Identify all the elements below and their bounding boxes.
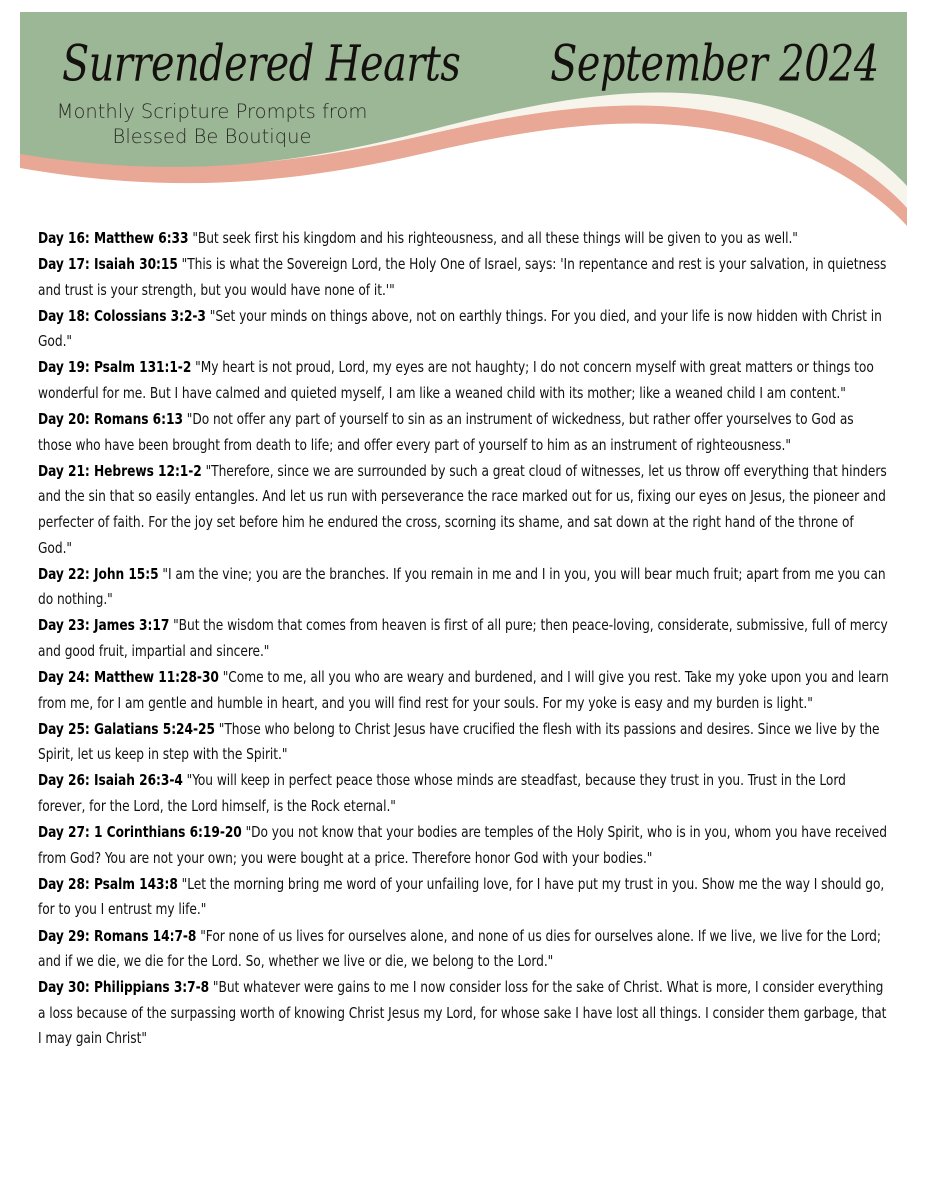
scripture-entry <box>38 304 891 355</box>
scripture-reference: Day 19: Psalm 131:1-2 <box>38 358 192 377</box>
scripture-verse-text: "This is what the Sovereign Lord, the Holy One of Israel, says: 'In repentance and rest is your salvation, in quietness and trust is your strength, but you would have none of it.'" <box>38 255 887 299</box>
scripture-entry <box>38 459 891 561</box>
scripture-entry <box>38 562 891 613</box>
scripture-verse-text: "Those who belong to Christ Jesus have crucified the flesh with its passions and desires. Since we live by the Spirit, let us keep in step with the Spirit." <box>38 719 880 764</box>
scripture-reference: Day 17: Isaiah 30:15 <box>38 255 178 274</box>
scripture-entry <box>38 613 891 664</box>
scripture-verse-text: "But seek first his kingdom and his righteousness, and all these things will be given to you as well." <box>192 229 798 247</box>
scripture-entry <box>38 975 891 1052</box>
scripture-reference: Day 30: Philippians 3:7-8 <box>38 978 210 997</box>
scripture-reference: Day 28: Psalm 143:8 <box>38 874 178 893</box>
scripture-verse-text: "Do you not know that your bodies are temples of the Holy Spirit, who is in you, whom you have received from God? You are not your own; you were bought at a price. Therefore honor God with your bodies." <box>38 823 887 867</box>
scripture-reference: Day 23: James 3:17 <box>38 616 170 635</box>
scripture-verse-text: "Set your minds on things above, not on earthly things. For you died, and your life is now hidden with Christ in God." <box>38 306 882 351</box>
scripture-verse-text: "I am the vine; you are the branches. If you remain in me and I in you, you will bear much fruit; apart from me you can do nothing." <box>38 564 886 609</box>
scripture-reference: Day 22: John 15:5 <box>38 564 159 583</box>
brand-subtitle <box>52 99 372 149</box>
scripture-entry <box>38 768 891 819</box>
scripture-reference: Day 21: Hebrews 12:1-2 <box>38 461 202 480</box>
issue-date: September 2024 <box>550 34 879 93</box>
scripture-verse-text: "Let the morning bring me word of your unfailing love, for I have put my trust in you. Show me the way I should go, for to you I entrust my life." <box>38 874 885 919</box>
header-text-layer <box>0 0 927 235</box>
scripture-verse-text: "My heart is not proud, Lord, my eyes are not haughty; I do not concern myself with great matters or things too wonderful for me. But I have calmed and quieted myself, I am like a weaned child with its mother; like a weaned child I am content." <box>38 358 874 403</box>
scripture-entry <box>38 872 891 923</box>
scripture-entry <box>38 355 891 406</box>
scripture-verse-text: "For none of us lives for ourselves alone, and none of us dies for ourselves alone. If we live, we live for the Lord; and if we die, we die for the Lord. So, whether we live or die, we belong to the Lord." <box>38 926 881 971</box>
scripture-reference: Day 20: Romans 6:13 <box>38 410 183 429</box>
scripture-reference: Day 29: Romans 14:7-8 <box>38 926 197 945</box>
scripture-entry <box>38 665 891 716</box>
scripture-entry <box>38 820 891 871</box>
scripture-reference: Day 26: Isaiah 26:3-4 <box>38 771 183 790</box>
scripture-reference: Day 25: Galatians 5:24-25 <box>38 719 215 738</box>
scripture-verse-text: "But whatever were gains to me I now consider loss for the sake of Christ. What is more, I consider everything a loss because of the surpassing worth of knowing Christ Jesus my Lord, for whose sake I have lost all things. I consider them garbage, that I may gain Christ" <box>38 978 887 1048</box>
page-title: Surrendered Hearts <box>62 34 461 93</box>
scripture-entry <box>38 226 891 252</box>
scripture-reference: Day 24: Matthew 11:28-30 <box>38 668 219 687</box>
scripture-verse-text: "You will keep in perfect peace those whose minds are steadfast, because they trust in you. Trust in the Lord forever, for the Lord, the Lord himself, is the Rock eternal." <box>38 771 846 816</box>
scripture-list <box>38 226 890 1053</box>
scripture-verse-text: "Come to me, all you who are weary and burdened, and I will give you rest. Take my yoke upon you and learn from me, for I am gentle and humble in heart, and you will find rest for your souls. For my yoke is easy and my burden is light." <box>38 668 889 712</box>
brand-subtitle-line-1: Monthly Scripture Prompts from <box>56 100 368 123</box>
scripture-entry <box>38 407 891 458</box>
scripture-reference: Day 16: Matthew 6:33 <box>38 229 189 247</box>
scripture-reference: Day 27: 1 Corinthians 6:19-20 <box>38 823 242 842</box>
scripture-verse-text: "Therefore, since we are surrounded by such a great cloud of witnesses, let us throw off everything that hinders and the sin that so easily entangles. And let us run with perseverance the race marked out for us, fixing our eyes on Jesus, the pioneer and perfecter of faith. For the joy set before him he endured the cross, scorning its shame, and sat down at the right hand of the throne of God." <box>38 461 887 557</box>
scripture-verse-text: "Do not offer any part of yourself to sin as an instrument of wickedness, but rather offer yourselves to God as those who have been brought from death to life; and offer every part of yourself to him as an instrument of righteousness." <box>38 410 854 454</box>
scripture-entry <box>38 252 891 303</box>
scripture-entry <box>38 924 891 975</box>
brand-subtitle-line-2: Blessed Be Boutique <box>112 125 312 148</box>
scripture-entry <box>38 717 891 768</box>
scripture-verse-text: "But the wisdom that comes from heaven is first of all pure; then peace-loving, considerate, submissive, full of mercy and good fruit, impartial and sincere." <box>38 616 888 660</box>
scripture-reference: Day 18: Colossians 3:2-3 <box>38 306 206 325</box>
header-banner <box>0 0 927 235</box>
